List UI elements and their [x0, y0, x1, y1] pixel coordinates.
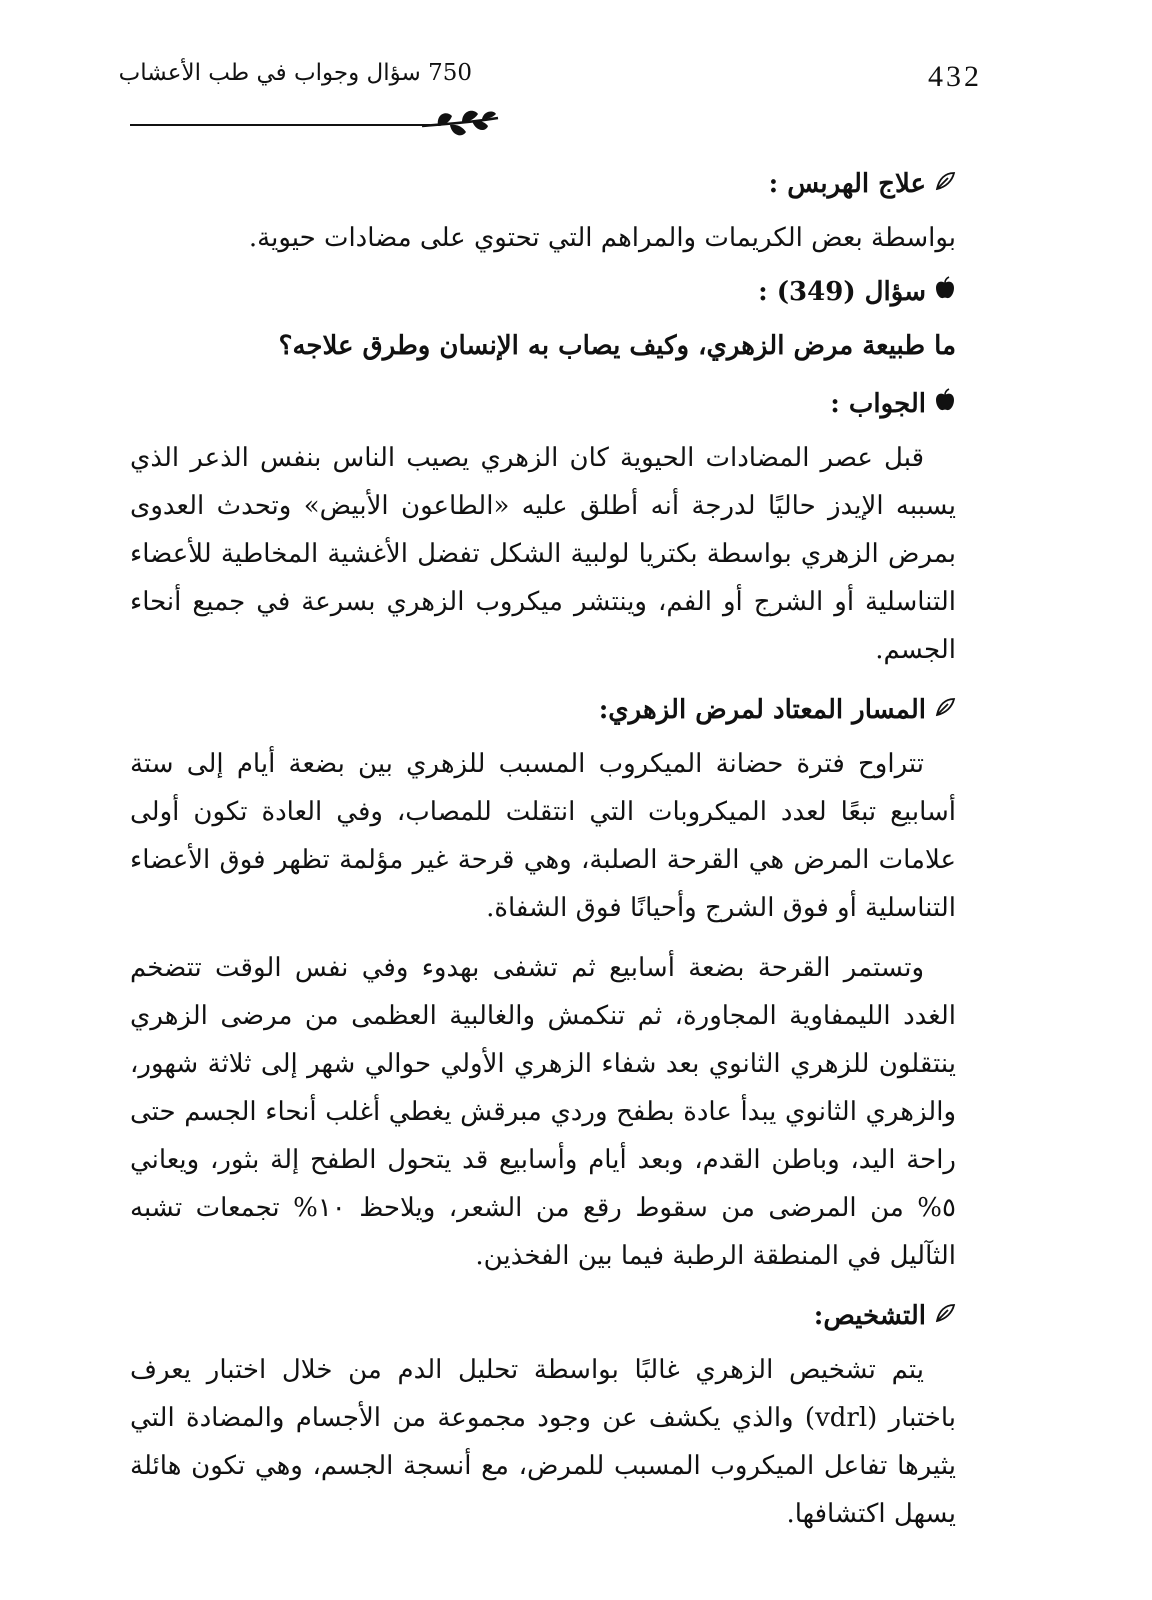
diagnosis-paragraph: يتم تشخيص الزهري غالبًا بواسطة تحليل الدم من خلال اختبار يعرف باختبار (vdrl) والذي يكشف عن وجود مجموعة من الأجسام والمضادة التي يثيرها تفاعل الميكروب المسبب للمرض، مع أنسجة الجسم، وهي تكون هائلة يسهل اكتشافها.: [130, 1355, 956, 1529]
header-divider: [130, 124, 430, 126]
leaf-branch-icon: [420, 104, 500, 144]
page-number: 432: [928, 60, 982, 93]
section-heading-course: المسار المعتاد لمرض الزهري:: [130, 686, 956, 734]
leaf-marker-icon: [934, 686, 956, 734]
question-heading: سؤال (349) :: [130, 268, 956, 316]
answer-paragraph: قبل عصر المضادات الحيوية كان الزهري يصيب الناس بنفس الذعر الذي يسببه الإيدز حاليًا لدرجة أنه أطلق عليه «الطاعون الأبيض» وتحدث العدوى بمرض الزهري بواسطة بكتريا لولبية الشكل تفضل الأغشية المخاطية للأعضاء التناسلية أو الشرج أو الفم، وينتشر ميكروب الزهري بسرعة في جميع أنحاء الجسم.: [130, 443, 956, 665]
section-heading-diagnosis: التشخيص:: [130, 1292, 956, 1340]
apple-icon: [934, 380, 956, 428]
question-text: ما طبيعة مرض الزهري، وكيف يصاب به الإنسان وطرق علاجه؟: [278, 331, 956, 361]
page-body: [130, 160, 956, 1550]
section-heading-herpes-treatment: علاج الهربس :: [130, 160, 956, 208]
course-paragraph-1: تتراوح فترة حضانة الميكروب المسبب للزهري بين بضعة أيام إلى ستة أسابيع تبعًا لعدد الميكروبات التي انتقلت للمصاب، وفي العادة تكون أولى علامات المرض هي القرحة الصلبة، وهي قرحة غير مؤلمة تظهر فوق الأعضاء التناسلية أو فوق الشرج وأحيانًا فوق الشفاة.: [130, 749, 956, 923]
apple-icon: [934, 268, 956, 316]
answer-heading: الجواب :: [130, 380, 956, 428]
leaf-marker-icon: [934, 160, 956, 208]
running-header-title: 750 سؤال وجواب في طب الأعشاب: [118, 60, 472, 86]
course-paragraph-2: وتستمر القرحة بضعة أسابيع ثم تشفى بهدوء وفي نفس الوقت تتضخم الغدد الليمفاوية المجاورة، ثم تنكمش والغالبية العظمى من مرضى الزهري ينتقلون للزهري الثانوي بعد شفاء الزهري الأولي حوالي شهر إلى ثلاثة شهور، والزهري الثانوي يبدأ عادة بطفح وردي مبرقش يغطي أغلب أنحاء الجسم حتى راحة اليد، وباطن القدم، وبعد أيام وأسابيع قد يتحول الطفح إلة بثور، ويعاني ٥% من المرضى من سقوط رقع من الشعر، ويلاحظ ١٠% تجمعات تشبه الثآليل في المنطقة الرطبة فيما بين الفخذين.: [130, 953, 956, 1271]
herpes-treatment-text: بواسطة بعض الكريمات والمراهم التي تحتوي على مضادات حيوية.: [248, 223, 956, 253]
leaf-marker-icon: [934, 1292, 956, 1340]
